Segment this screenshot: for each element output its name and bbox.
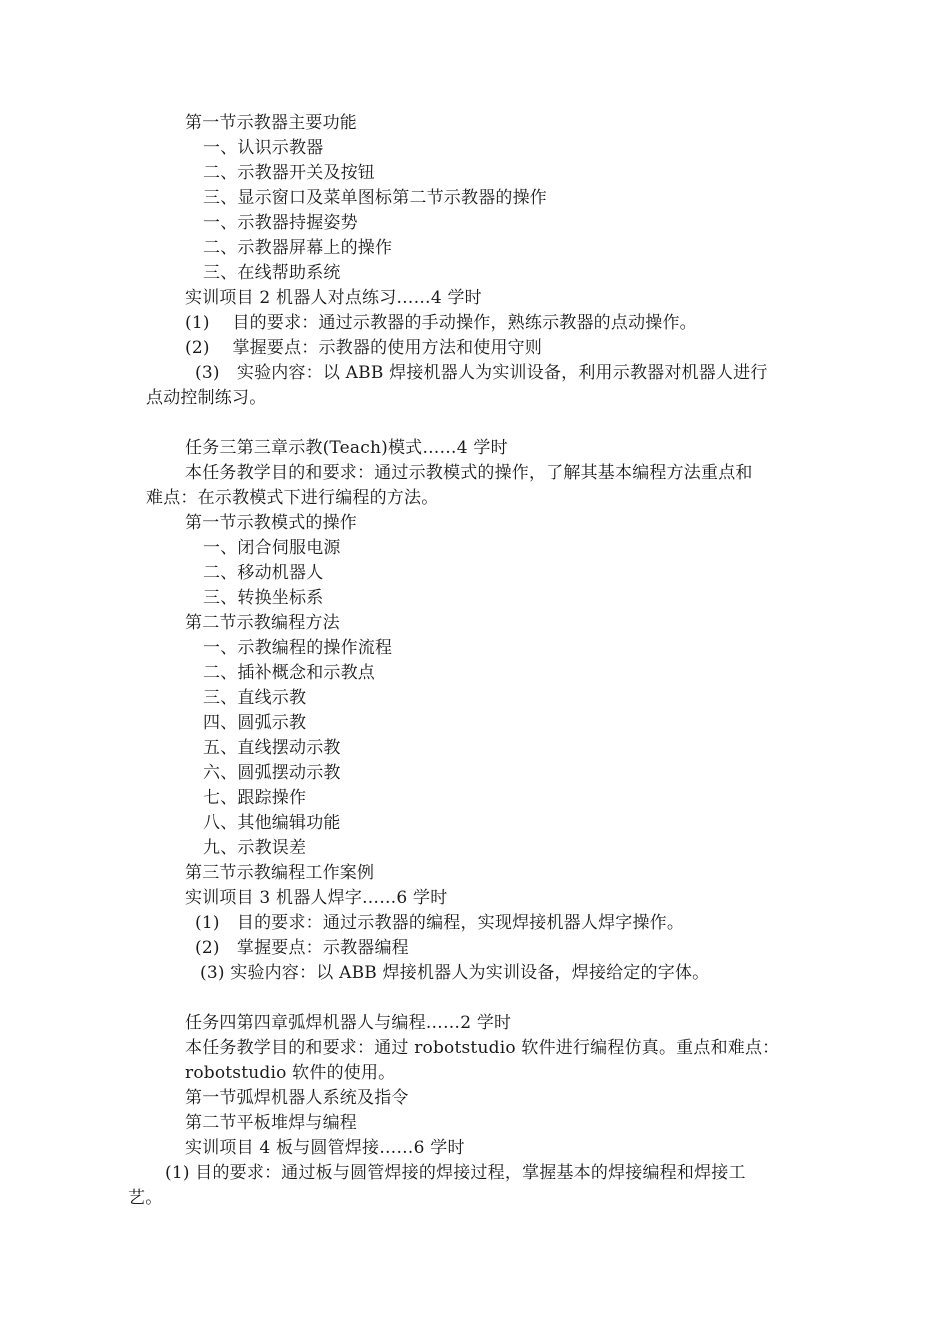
list-item: 一、闭合伺服电源 [203, 538, 341, 558]
section-heading: 第三节示教编程工作案例 [185, 863, 375, 883]
numbered-item: (1) 目的要求：通过示教器的手动操作，熟练示教器的点动操作。 [185, 313, 697, 333]
list-item: 五、直线摆动示教 [203, 738, 341, 758]
paragraph-continuation: 难点：在示教模式下进行编程的方法。 [146, 488, 439, 508]
list-item: 六、圆弧摆动示教 [203, 763, 341, 783]
paragraph-continuation: 点动控制练习。 [146, 388, 267, 408]
list-item: 三、直线示教 [203, 688, 307, 708]
list-item: 一、示教器持握姿势 [203, 213, 358, 233]
training-project-heading: 实训项目 2 机器人对点练习……4 学时 [185, 288, 482, 308]
list-item: 三、显示窗口及菜单图标第二节示教器的操作 [203, 188, 547, 208]
list-item: 二、示教器开关及按钮 [203, 163, 375, 183]
training-project-heading: 实训项目 4 板与圆管焊接……6 学时 [185, 1138, 465, 1158]
section-heading: 第一节弧焊机器人系统及指令 [185, 1088, 409, 1108]
list-item: 二、移动机器人 [203, 563, 324, 583]
list-item: 二、示教器屏幕上的操作 [203, 238, 393, 258]
numbered-item: (2) 掌握要点：示教器编程 [195, 938, 409, 958]
list-item: 七、跟踪操作 [203, 788, 307, 808]
paragraph-continuation: robotstudio 软件的使用。 [185, 1063, 396, 1083]
list-item: 一、认识示教器 [203, 138, 324, 158]
paragraph: 本任务教学目的和要求：通过示教模式的操作，了解其基本编程方法重点和 [185, 463, 753, 483]
paragraph-continuation: 艺。 [128, 1188, 163, 1208]
list-item: 三、在线帮助系统 [203, 263, 341, 283]
list-item: 九、示教误差 [203, 838, 307, 858]
list-item: 四、圆弧示教 [203, 713, 307, 733]
paragraph: 本任务教学目的和要求：通过 robotstudio 软件进行编程仿真。重点和难点： [185, 1038, 780, 1058]
numbered-item: (2) 掌握要点：示教器的使用方法和使用守则 [185, 338, 543, 358]
numbered-item: (3) 实验内容：以 ABB 焊接机器人为实训设备，焊接给定的字体。 [200, 963, 710, 983]
task-heading: 任务四第四章弧焊机器人与编程……2 学时 [185, 1013, 512, 1033]
numbered-item: (1) 目的要求：通过板与圆管焊接的焊接过程，掌握基本的焊接编程和焊接工 [165, 1163, 746, 1183]
numbered-item: (1) 目的要求：通过示教器的编程，实现焊接机器人焊字操作。 [195, 913, 685, 933]
list-item: 八、其他编辑功能 [203, 813, 341, 833]
training-project-heading: 实训项目 3 机器人焊字……6 学时 [185, 888, 448, 908]
section-heading: 第二节示教编程方法 [185, 613, 340, 633]
list-item: 二、插补概念和示教点 [203, 663, 375, 683]
list-item: 三、转换坐标系 [203, 588, 324, 608]
task-heading: 任务三第三章示教(Teach)模式……4 学时 [185, 438, 508, 458]
section-heading: 第二节平板堆焊与编程 [185, 1113, 357, 1133]
section-heading: 第一节示教模式的操作 [185, 513, 357, 533]
section-heading: 第一节示教器主要功能 [185, 113, 357, 133]
numbered-item: (3) 实验内容：以 ABB 焊接机器人为实训设备，利用示教器对机器人进行 [195, 363, 768, 383]
list-item: 一、示教编程的操作流程 [203, 638, 393, 658]
